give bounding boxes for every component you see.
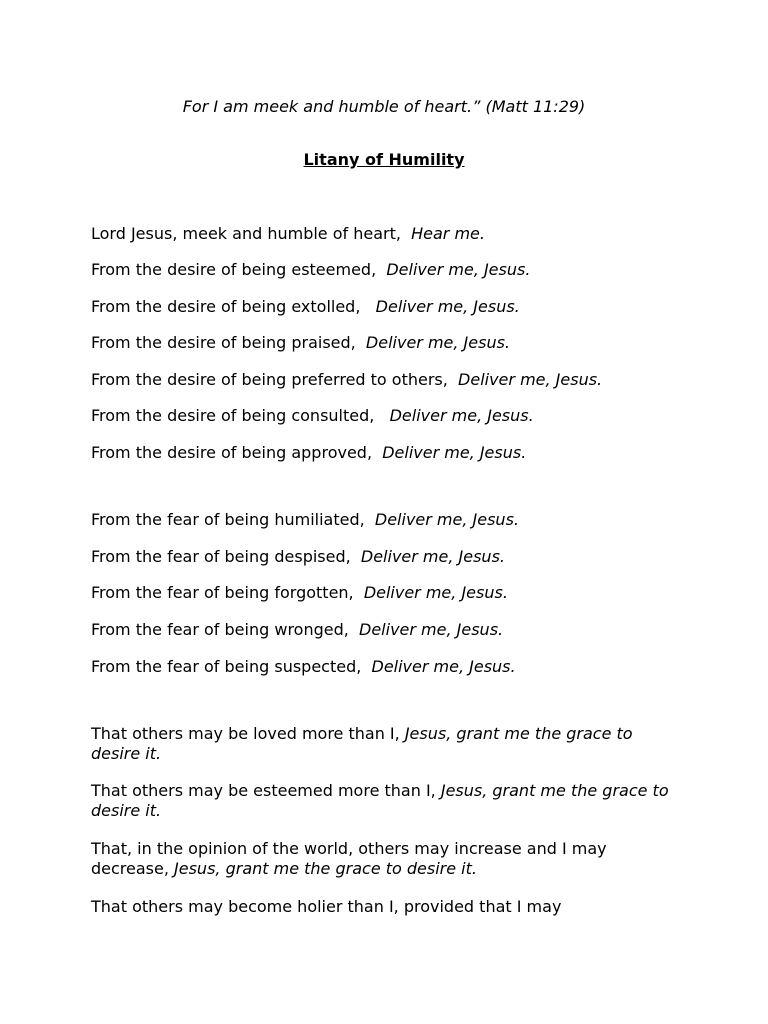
response-text: Deliver me, Jesus. [375,297,520,316]
litany-line [91,620,681,640]
response-text: Deliver me, Jesus. [360,547,505,566]
response-text: Jesus, grant me the grace to desire it. [91,781,669,820]
litany-line [91,260,681,280]
litany-line [91,547,681,567]
page-title: Litany of Humility [303,150,465,169]
litany-line [91,224,681,244]
invocation-text: From the desire of being praised, [91,333,366,352]
invocation-text: From the fear of being forgotten, [91,583,364,602]
invocation-text: From the fear of being suspected, [91,657,372,676]
response-text: Deliver me, Jesus. [371,657,516,676]
litany-line [91,897,681,917]
invocation-text: From the fear of being despised, [91,547,361,566]
response-text: Deliver me, Jesus. [359,620,504,639]
litany-line [91,839,681,879]
invocation-text: That others may be loved more than I, [91,724,405,743]
litany-line [91,510,681,530]
invocation-text: From the desire of being preferred to others, [91,370,459,389]
litany-line [91,724,681,764]
response-text: Deliver me, Jesus. [458,370,603,389]
litany-line [91,781,681,821]
invocation-text: From the fear of being humiliated, [91,510,375,529]
response-text: Deliver me, Jesus. [365,333,511,352]
response-text: Hear me. [411,224,485,243]
response-text: Jesus, grant me the grace to desire it. [174,859,477,878]
invocation-text: From the fear of being wronged, [91,620,360,639]
litany-line [91,370,681,390]
invocation-text: That others may become holier than I, provided that I may [91,897,562,916]
litany-line [91,297,681,317]
litany-line [91,443,681,463]
invocation-text: From the desire of being approved, [91,443,383,462]
invocation-text: That, in the opinion of the world, others may increase and I may decrease, [91,839,607,878]
response-text: Deliver me, Jesus. [382,443,527,462]
response-text: Deliver me, Jesus. [374,510,519,529]
litany-line [91,333,681,353]
litany-line [91,583,681,603]
response-text: Deliver me, Jesus. [389,406,534,425]
invocation-text: Lord Jesus, meek and humble of heart, [91,224,412,243]
response-text: Deliver me, Jesus. [363,583,508,602]
invocation-text: From the desire of being consulted, [91,406,390,425]
response-text: Deliver me, Jesus. [386,260,531,279]
response-text: Jesus, grant me the grace to desire it. [91,724,633,763]
litany-line [91,406,681,426]
scripture-quote: For I am meek and humble of heart.” (Matt 11:29) [182,97,586,116]
invocation-text: From the desire of being extolled, [91,297,376,316]
litany-line [91,657,681,677]
invocation-text: From the desire of being esteemed, [91,260,387,279]
invocation-text: That others may be esteemed more than I, [91,781,441,800]
